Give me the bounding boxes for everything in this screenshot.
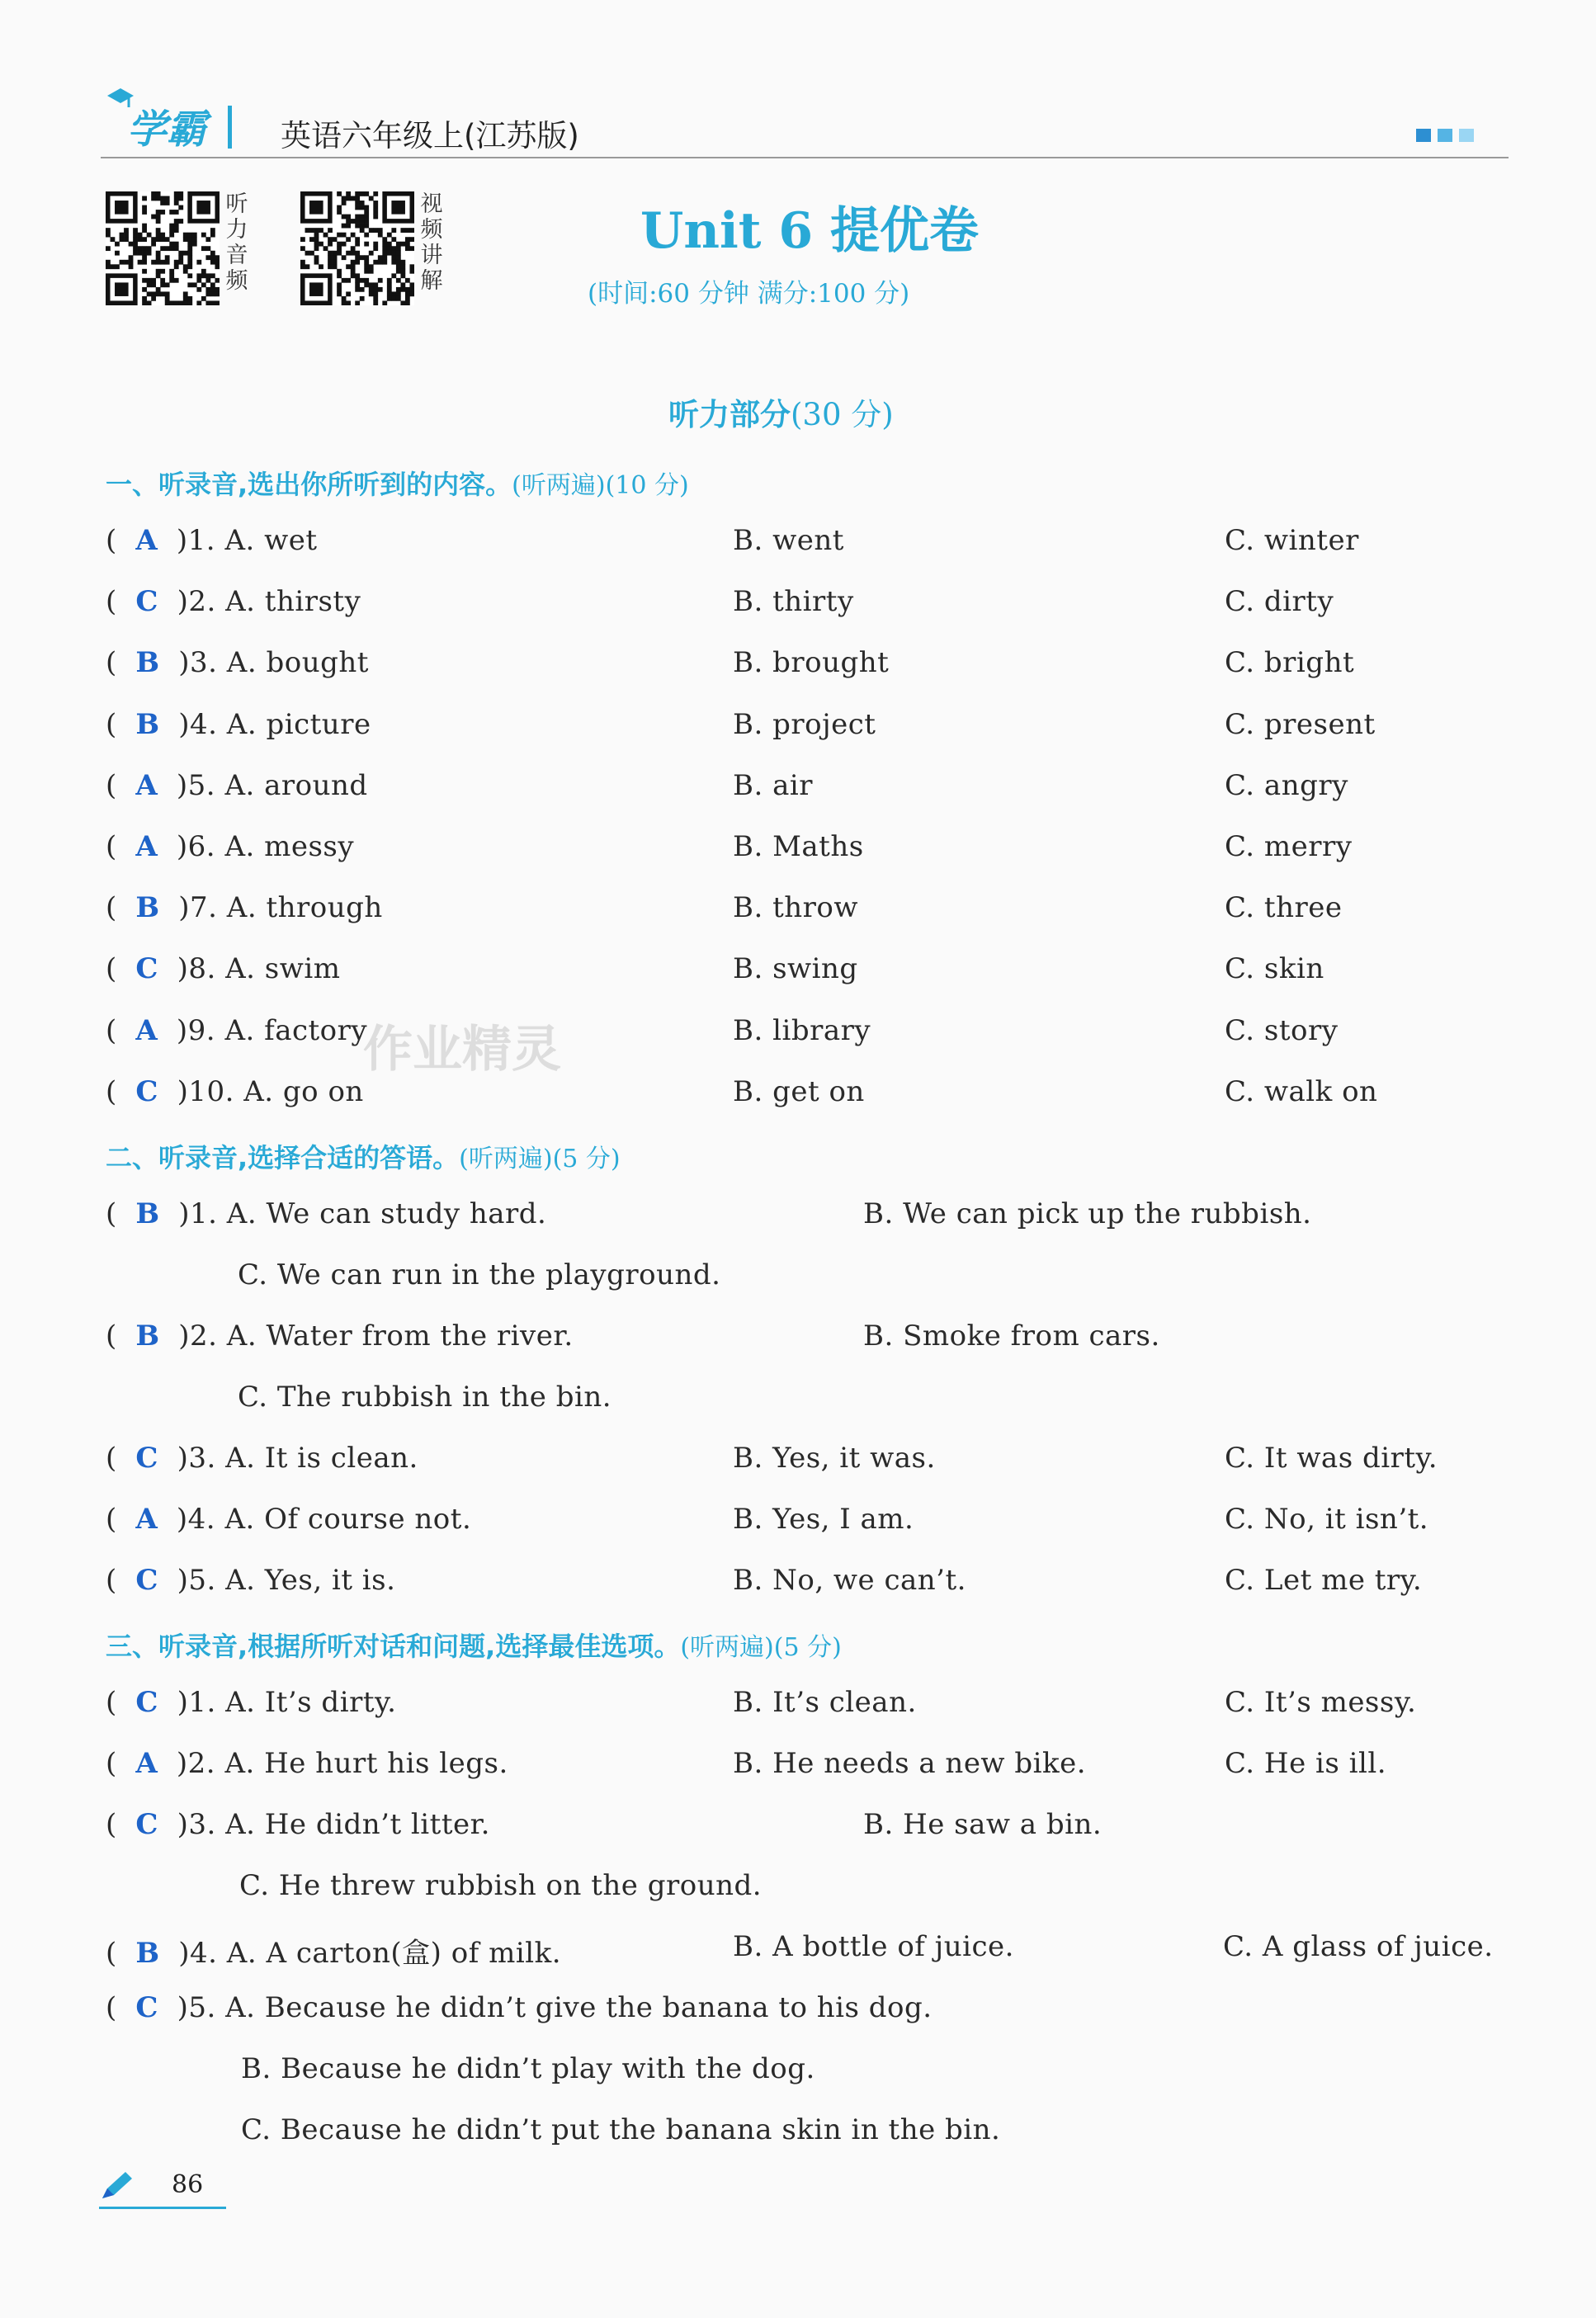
qr-code-icon: [300, 191, 414, 305]
qr-label-video: 视频讲解: [420, 191, 443, 294]
page-number: 86: [172, 2170, 204, 2199]
page-title: Unit 6 提优卷: [640, 202, 979, 260]
qr-code-icon: [106, 191, 220, 305]
section-3-heading: 三、听录音,根据所听对话和问题,选择最佳选项。(听两遍)(5 分): [106, 1631, 842, 1662]
header-squares: [1416, 129, 1474, 145]
page-subtitle: (时间:60 分钟 满分:100 分): [588, 279, 910, 309]
book-title: 英语六年级上(江苏版): [281, 118, 579, 153]
header-rule: [101, 157, 1509, 158]
logo: 学霸: [101, 89, 180, 146]
qr-label-listening: 听力音频: [225, 191, 248, 294]
section-1-heading: 一、听录音,选出你所听到的内容。(听两遍)(10 分): [106, 469, 689, 500]
pencil-icon: [99, 2170, 135, 2203]
watermark: 作业精灵: [363, 1021, 561, 1079]
logo-divider: [228, 106, 232, 149]
section-2-heading: 二、听录音,选择合适的答语。(听两遍)(5 分): [106, 1142, 621, 1173]
qr-code-listening[interactable]: [106, 191, 220, 305]
part-heading: 听力部分(30 分): [668, 397, 894, 432]
qr-code-video[interactable]: [300, 191, 414, 305]
